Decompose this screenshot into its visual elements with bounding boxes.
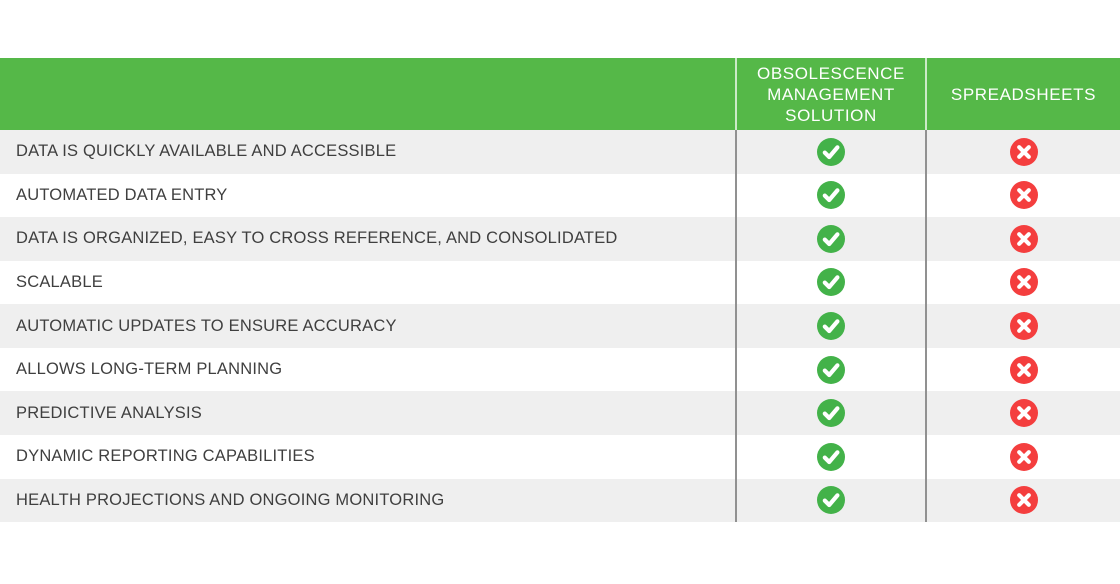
check-icon [817, 486, 845, 514]
check-icon [817, 181, 845, 209]
solution-cell [735, 479, 925, 523]
feature-label: DATA IS ORGANIZED, EASY TO CROSS REFERENCE, AND CONSOLIDATED [16, 229, 618, 248]
check-icon [817, 356, 845, 384]
cross-icon [1010, 138, 1038, 166]
solution-cell [735, 304, 925, 348]
feature-label: DYNAMIC REPORTING CAPABILITIES [16, 447, 315, 466]
feature-label: SCALABLE [16, 272, 103, 291]
cross-icon [1010, 443, 1038, 471]
cross-icon [1010, 486, 1038, 514]
table-row [0, 435, 1120, 479]
check-icon [817, 138, 845, 166]
table-row [0, 304, 1120, 348]
cross-icon [1010, 312, 1038, 340]
feature-label: PREDICTIVE ANALYSIS [16, 403, 202, 422]
check-icon [817, 443, 845, 471]
feature-label: ALLOWS LONG-TERM PLANNING [16, 360, 283, 379]
solution-cell [735, 348, 925, 392]
table-row [0, 217, 1120, 261]
comparison-table [0, 58, 1120, 522]
solution-cell [735, 435, 925, 479]
spreadsheets-cell [925, 174, 1120, 218]
spreadsheets-cell [925, 391, 1120, 435]
table-row [0, 348, 1120, 392]
table-row [0, 479, 1120, 523]
table-body [0, 130, 1120, 522]
table-row [0, 391, 1120, 435]
spreadsheets-column-header: SPREADSHEETS [925, 58, 1120, 130]
spreadsheets-cell [925, 261, 1120, 305]
cross-icon [1010, 268, 1038, 296]
solution-cell [735, 261, 925, 305]
feature-label: DATA IS QUICKLY AVAILABLE AND ACCESSIBLE [16, 142, 397, 161]
solution-column-header: OBSOLESCENCE MANAGEMENT SOLUTION [735, 58, 925, 130]
spreadsheets-cell [925, 130, 1120, 174]
table-header-row [0, 58, 1120, 130]
check-icon [817, 312, 845, 340]
feature-label: AUTOMATED DATA ENTRY [16, 185, 228, 204]
feature-label: HEALTH PROJECTIONS AND ONGOING MONITORING [16, 490, 445, 509]
cross-icon [1010, 181, 1038, 209]
table-row [0, 174, 1120, 218]
check-icon [817, 268, 845, 296]
feature-label: AUTOMATIC UPDATES TO ENSURE ACCURACY [16, 316, 397, 335]
solution-cell [735, 391, 925, 435]
solution-cell [735, 217, 925, 261]
spreadsheets-cell [925, 479, 1120, 523]
spreadsheets-cell [925, 217, 1120, 261]
solution-cell [735, 130, 925, 174]
table-row [0, 130, 1120, 174]
cross-icon [1010, 225, 1038, 253]
check-icon [817, 399, 845, 427]
feature-column-header [0, 58, 735, 130]
check-icon [817, 225, 845, 253]
cross-icon [1010, 356, 1038, 384]
cross-icon [1010, 399, 1038, 427]
solution-cell [735, 174, 925, 218]
spreadsheets-cell [925, 304, 1120, 348]
spreadsheets-cell [925, 348, 1120, 392]
table-row [0, 261, 1120, 305]
spreadsheets-cell [925, 435, 1120, 479]
